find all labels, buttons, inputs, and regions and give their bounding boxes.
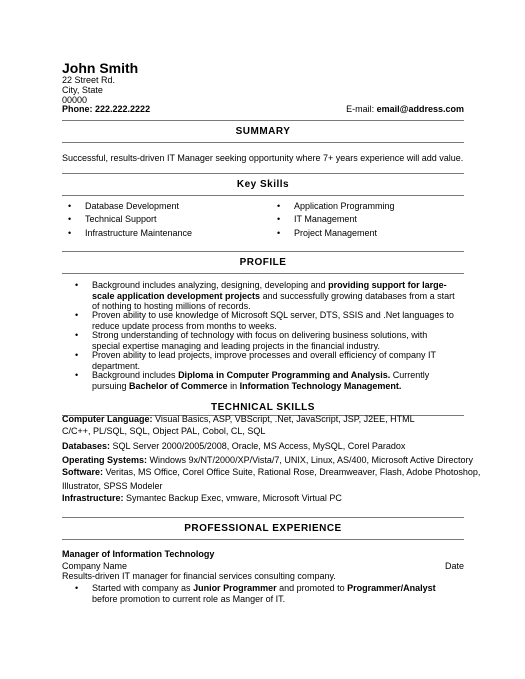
software-line — [62, 467, 480, 477]
computer-language-line — [62, 414, 415, 424]
tech-label: Software: — [62, 467, 104, 477]
databases-line — [62, 441, 405, 451]
summary-text: Successful, results-driven IT Manager seeking opportunity where 7+ years experience will add value. — [62, 153, 464, 163]
profile-bullet — [92, 370, 462, 391]
text-run: in — [227, 380, 240, 391]
text-run: and promoted to — [276, 583, 348, 593]
experience-bottom-rule — [62, 539, 464, 540]
phone-line — [62, 104, 150, 114]
company-name: Company Name — [62, 561, 128, 571]
profile-bullet — [92, 280, 462, 312]
email-address[interactable]: email@address.com — [376, 104, 464, 114]
candidate-name: John Smith — [62, 60, 139, 76]
text-run: Background includes analyzing, designing, developing and — [92, 280, 329, 290]
street-address: 22 Street Rd. — [62, 75, 116, 85]
skills-bottom-rule — [62, 195, 464, 196]
operating-systems-line — [62, 455, 473, 465]
city-state: City, State — [62, 85, 103, 95]
skill-item: • Application Programming — [294, 201, 395, 212]
text-run-bold: Information Technology Management. — [239, 380, 402, 391]
profile-bullet: • Proven ability to use knowledge of Microsoft SQL server, DTS, SSIS and .Net languages to reduce update process from months to weeks. — [92, 310, 454, 331]
experience-top-rule — [62, 517, 464, 518]
phone-number: 222.222.2222 — [95, 104, 151, 114]
profile-bullet: • Proven ability to lead projects, improve processes and overall efficiency of company IT department. — [92, 350, 454, 371]
experience-heading: PROFESSIONAL EXPERIENCE — [184, 523, 342, 534]
text-run: before promotion to current role as Manger of IT. — [92, 593, 286, 604]
job-date: Date — [444, 561, 464, 571]
text-run-bold: Programmer/Analyst — [347, 583, 436, 593]
tech-value: Visual Basics, ASP, VBScript, .Net, JavaScript, JSP, J2EE, HTML — [152, 414, 415, 424]
tech-label: Computer Language: — [62, 414, 153, 424]
profile-bullet: • Strong understanding of technology with focus on delivering business solutions, with special expertise managing and leading projects in the financial industry. — [92, 330, 454, 351]
zip-code: 00000 — [62, 95, 88, 105]
text-run-bold: providing support for large-scale application development projects — [92, 280, 447, 301]
technical-skills-heading: TECHNICAL SKILLS — [211, 402, 315, 413]
experience-bullet — [92, 583, 462, 604]
summary-bottom-rule — [62, 142, 464, 143]
text-run: Started with company as — [92, 583, 194, 593]
job-description: Results-driven IT manager for financial services consulting company. — [62, 571, 336, 581]
text-run-bold: Diploma in Computer Programming and Analysis. — [178, 370, 391, 380]
job-title: Manager of Information Technology — [62, 549, 215, 559]
tech-value: SQL Server 2000/2005/2008, Oracle, MS Access, MySQL, Corel Paradox — [110, 441, 406, 451]
summary-heading: SUMMARY — [235, 126, 291, 137]
profile-top-rule — [62, 251, 464, 252]
computer-language-line-2: C/C++, PL/SQL, SQL, Object PAL, Cobol, CL, SQL — [62, 426, 266, 436]
tech-label: Infrastructure: — [62, 493, 124, 503]
email-label: E-mail: — [346, 104, 375, 114]
text-run: Currently pursuing — [92, 370, 430, 391]
skill-item: • Technical Support — [85, 214, 157, 225]
software-line-2: Illustrator, SPSS Modeler — [62, 481, 163, 491]
infrastructure-line — [62, 493, 342, 503]
email-line — [346, 104, 464, 114]
text-run: and successfully growing databases from a start of nothing to hosting millions of records. — [92, 290, 455, 311]
skills-top-rule — [62, 173, 464, 174]
skill-item: • IT Management — [294, 214, 357, 225]
tech-value: Veritas, MS Office, Corel Office Suite, Rational Rose, Dreamweaver, Flash, Adobe Photoshop, — [103, 467, 481, 477]
skill-item: • Database Development — [85, 201, 179, 212]
profile-bottom-rule — [62, 273, 464, 274]
tech-value: Symantec Backup Exec, vmware, Microsoft Virtual PC — [123, 493, 342, 503]
key-skills-heading: Key Skills — [236, 179, 290, 190]
skill-item: • Infrastructure Maintenance — [85, 228, 192, 239]
skill-item: • Project Management — [294, 228, 377, 239]
tech-label: Operating Systems: — [62, 455, 148, 465]
text-run: Background includes — [92, 370, 179, 380]
tech-label: Databases: — [62, 441, 111, 451]
text-run-bold: Junior Programmer — [193, 583, 277, 593]
summary-top-rule — [62, 120, 464, 121]
profile-heading: PROFILE — [239, 257, 287, 268]
tech-value: Windows 9x/NT/2000/XP/Vista/7, UNIX, Linux, AS/400, Microsoft Active Directory — [147, 455, 473, 465]
text-run-bold: Bachelor of Commerce — [129, 380, 228, 391]
phone-label: Phone: — [62, 104, 93, 114]
